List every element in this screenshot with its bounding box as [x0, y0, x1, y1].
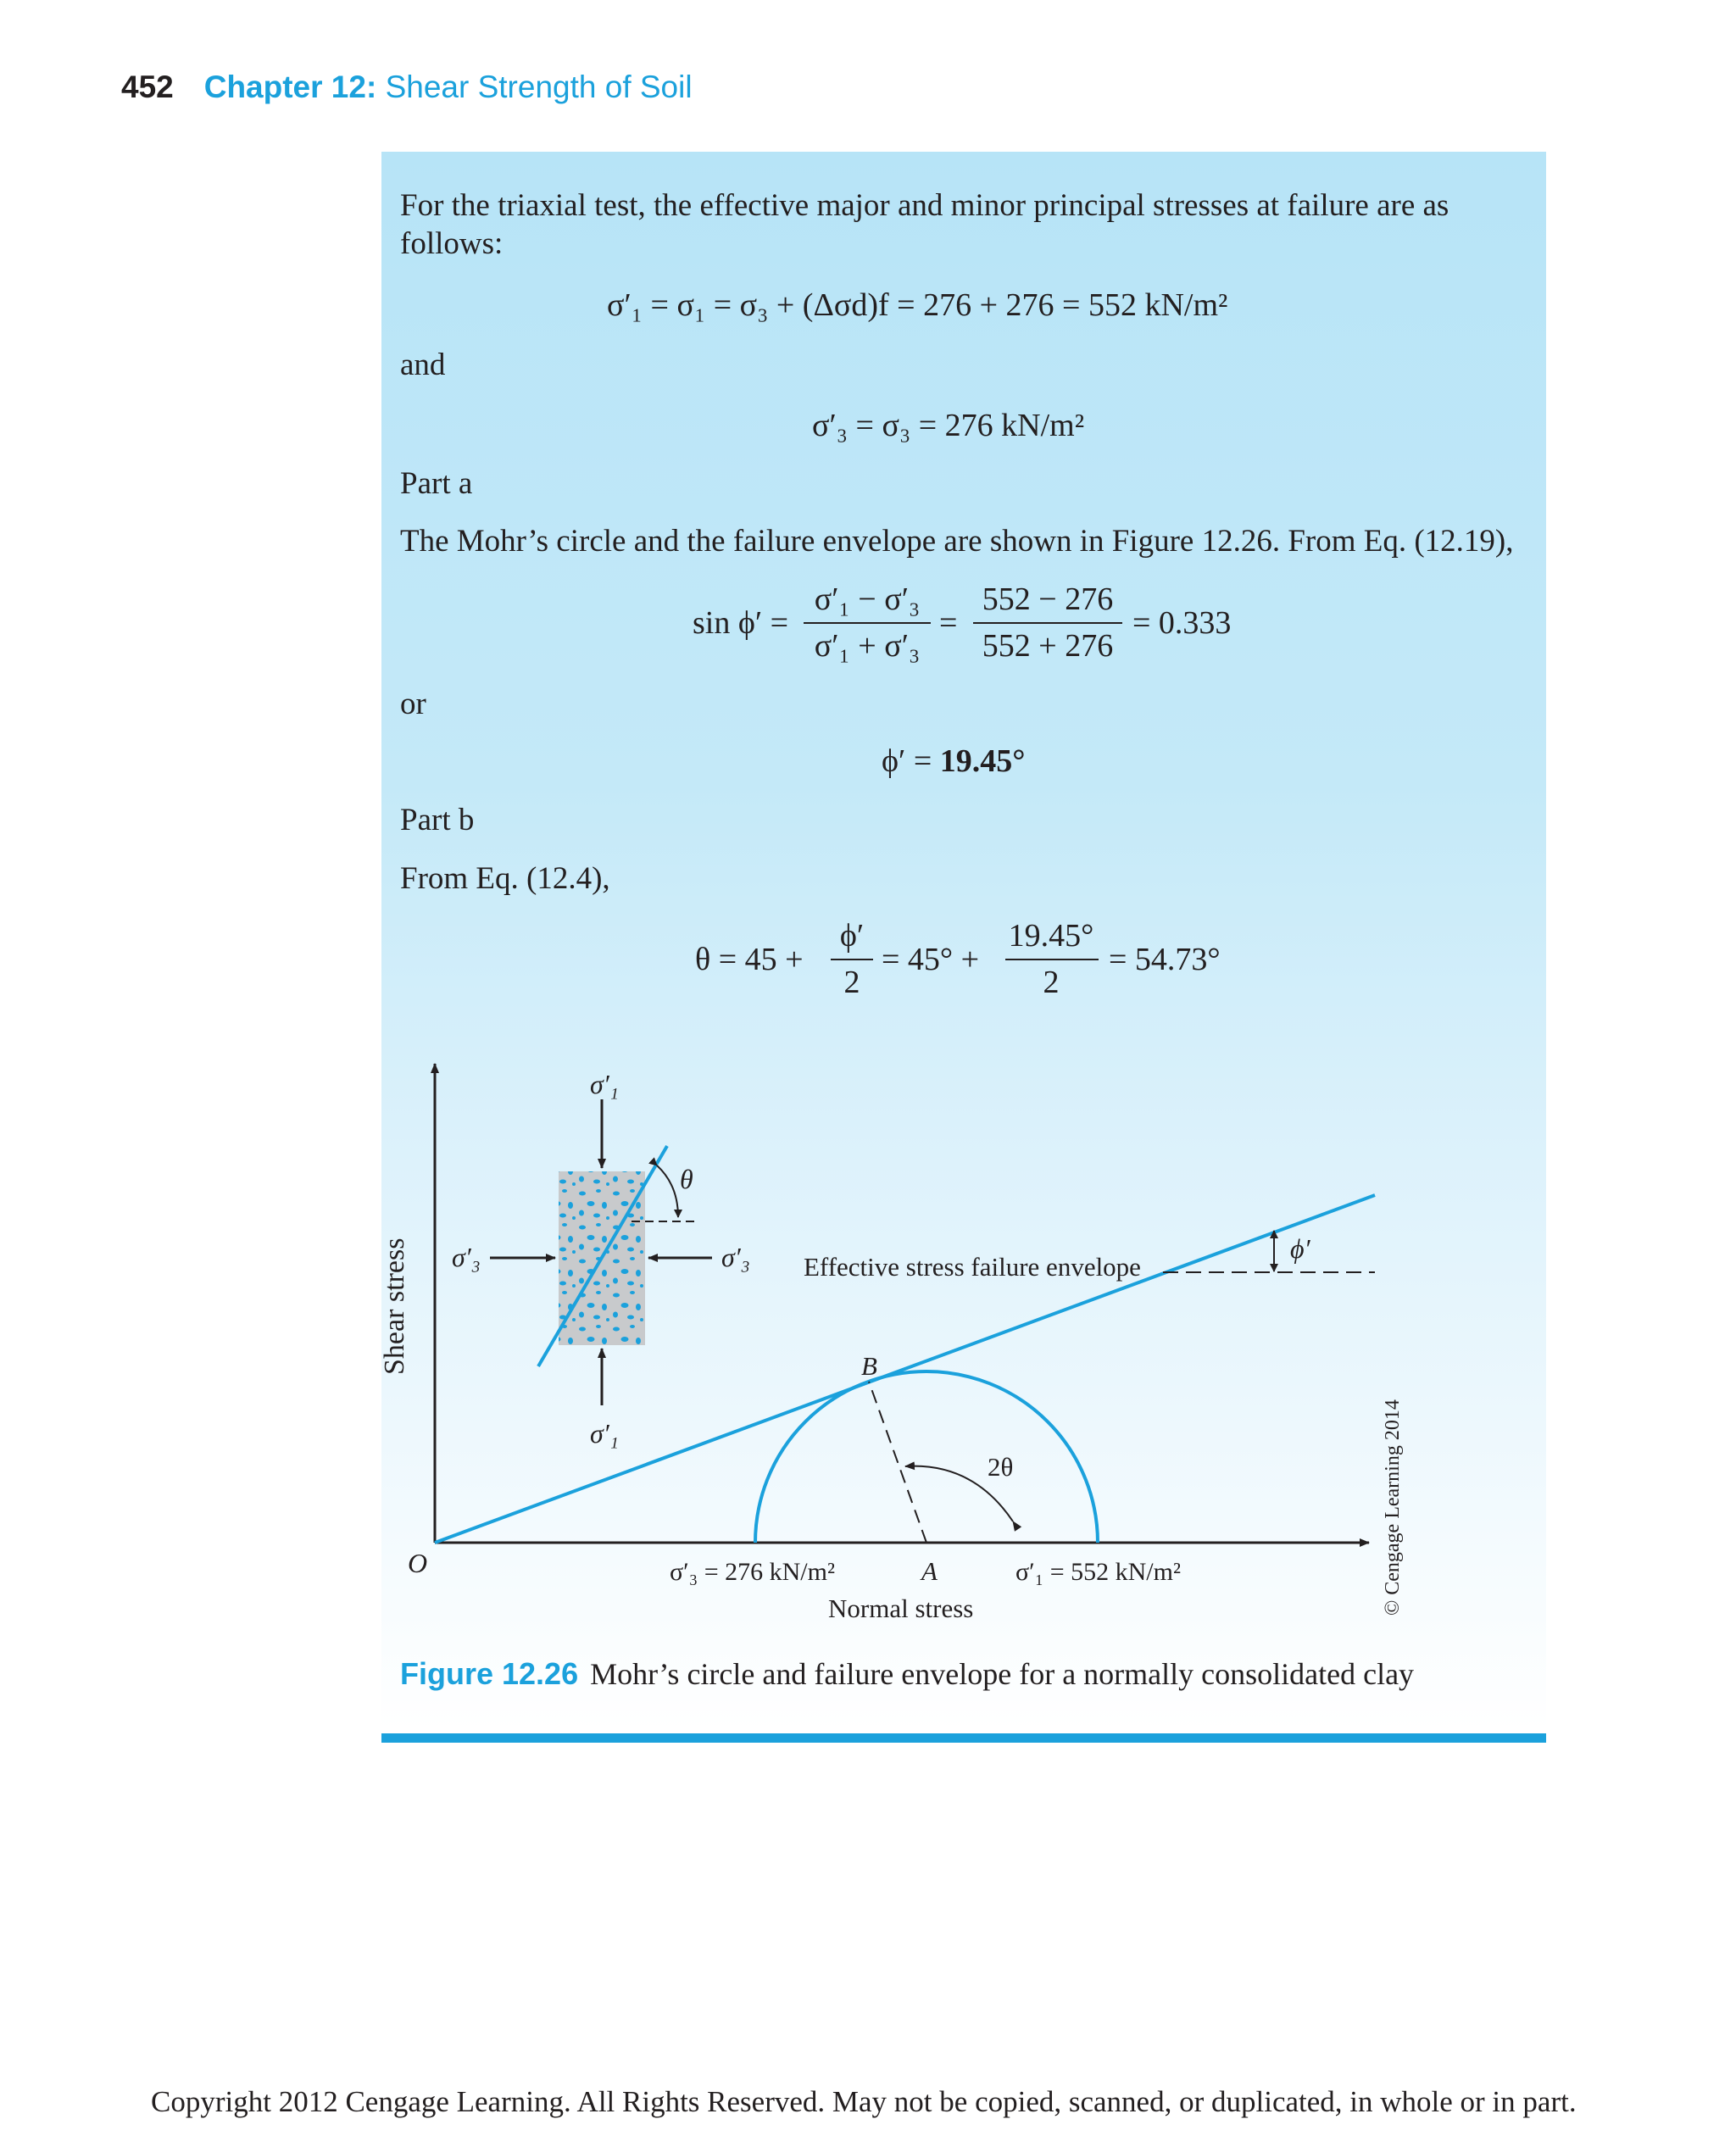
figure-caption-text: Mohr’s circle and failure envelope for a normally consolidated clay	[590, 1657, 1415, 1691]
envelope-label: Effective stress failure envelope	[804, 1252, 1141, 1282]
sigma1-value-label: σ′₁ = 552 kN/m²	[1015, 1558, 1181, 1586]
phi-lhs: ϕ′ =	[882, 743, 940, 779]
sin-phi-lhs: sin ϕ′ =	[693, 605, 789, 641]
chapter-title: Shear Strength of Soil	[385, 70, 693, 104]
origin-label: O	[408, 1548, 428, 1578]
text-and: and	[400, 348, 446, 382]
theta-result: = 54.73°	[1109, 942, 1221, 977]
figure-credit: © Cengage Learning 2014	[1382, 1399, 1404, 1616]
theta-denominator-numeric: 2	[1043, 965, 1060, 1000]
theta-numerator-symbolic: ϕ′	[839, 918, 865, 954]
phi-value: 19.45°	[939, 743, 1026, 779]
y-axis-label: Shear stress	[379, 1238, 410, 1375]
x-axis-label: Normal stress	[828, 1594, 974, 1623]
sin-equals-sign: =	[939, 605, 958, 641]
sin-denominator-symbolic: σ′₁ + σ′₃	[814, 628, 921, 664]
sigma1-bottom-label: σ′₁	[590, 1418, 619, 1449]
equation-sigma3: σ′₃ = σ₃ = 276 kN/m²	[812, 408, 1085, 443]
part-b-heading: Part b	[400, 803, 475, 837]
theta-label: θ	[680, 1164, 693, 1194]
copyright-footer: Copyright 2012 Cengage Learning. All Rights Reserved. May not be copied, scanned, or duplicated, in whole or in part.	[151, 2085, 1577, 2118]
point-a-label: A	[921, 1556, 938, 1586]
part-a-text: The Mohr’s circle and the failure envelope are shown in Figure 12.26. From Eq. (12.19),	[400, 524, 1514, 559]
radius-to-b	[869, 1382, 926, 1543]
sin-denominator-numeric: 552 + 276	[982, 628, 1114, 664]
sin-result: = 0.333	[1132, 605, 1232, 641]
page-number: 452	[121, 70, 174, 104]
theta-arc	[657, 1165, 678, 1217]
sin-numerator-numeric: 552 − 276	[982, 581, 1114, 617]
part-a-heading: Part a	[400, 466, 473, 501]
theta-denominator-symbolic: 2	[843, 965, 860, 1000]
point-b-label: B	[861, 1351, 877, 1381]
theta-middle: = 45° +	[882, 942, 980, 977]
figure-caption	[400, 1656, 1414, 1692]
intro-line-2: follows:	[400, 226, 504, 261]
figure-number: Figure 12.26	[400, 1656, 579, 1691]
phi-label: ϕ′	[1290, 1233, 1310, 1264]
theta-numerator-numeric: 19.45°	[1008, 918, 1094, 954]
sigma3-right-label: σ′₃	[721, 1242, 750, 1272]
text-or: or	[400, 687, 426, 721]
sigma3-left-label: σ′₃	[452, 1242, 481, 1272]
two-theta-label: 2θ	[988, 1452, 1014, 1482]
intro-line-1: For the triaxial test, the effective major and minor principal stresses at failure are as	[400, 188, 1449, 223]
sigma3-value-label: σ′₃ = 276 kN/m²	[670, 1558, 835, 1586]
part-b-text: From Eq. (12.4),	[400, 861, 610, 896]
sin-numerator-symbolic: σ′₁ − σ′₃	[814, 581, 921, 617]
sigma1-top-label: σ′₁	[590, 1069, 619, 1099]
equation-sigma1: σ′₁ = σ₁ = σ₃ + (Δσd)f = 276 + 276 = 552 kN/m²	[607, 287, 1228, 323]
theta-lhs: θ = 45 +	[695, 942, 804, 977]
mohr-circle	[755, 1371, 1098, 1543]
chapter-label: Chapter 12:	[203, 70, 377, 104]
